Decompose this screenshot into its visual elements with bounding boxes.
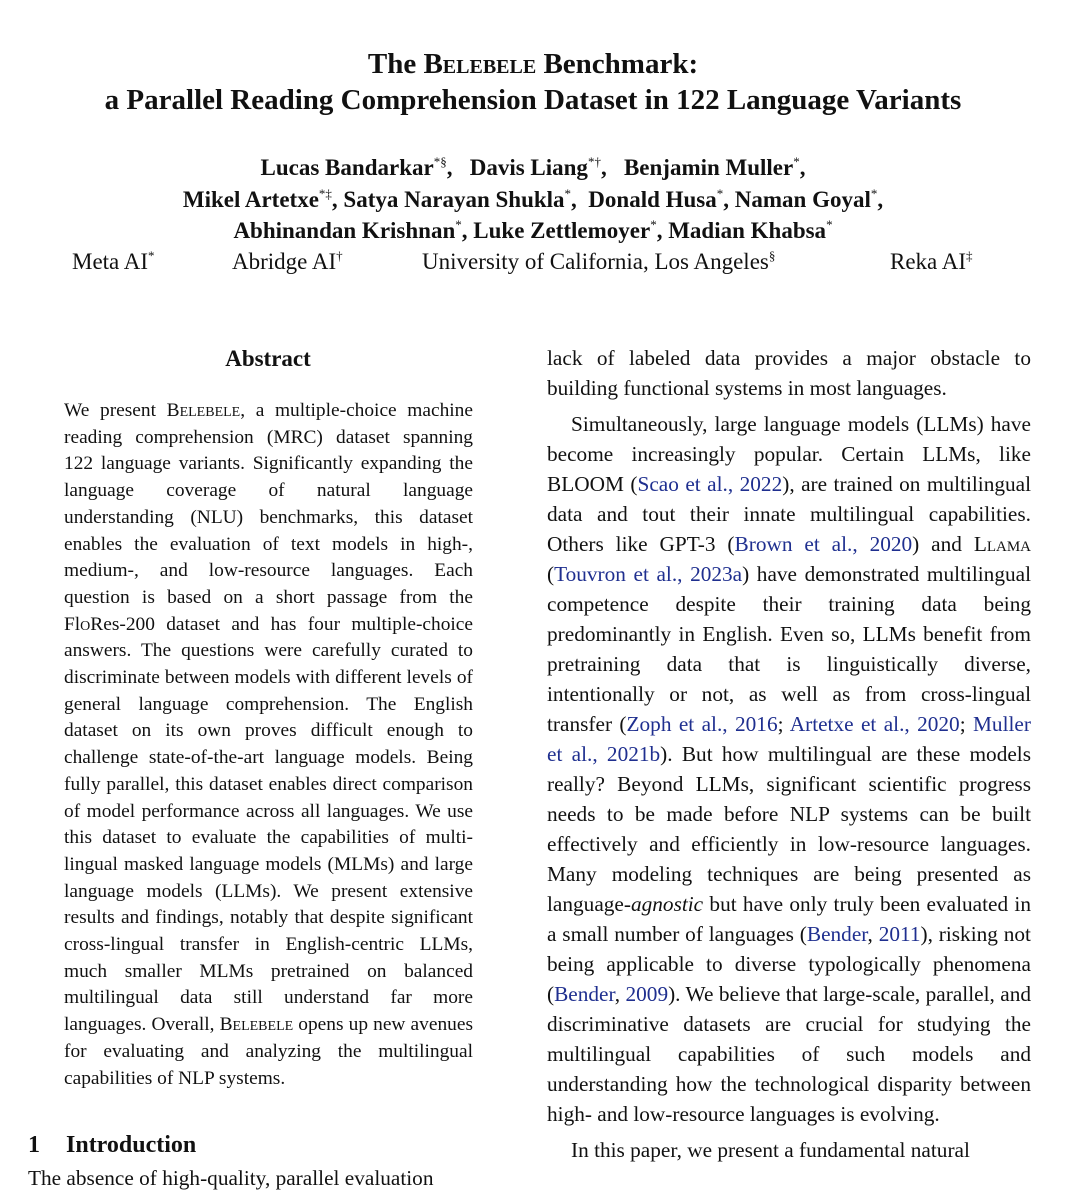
citation-link[interactable]: Muller et al., 2021b xyxy=(547,712,1031,766)
abstract-heading: Abstract xyxy=(225,346,311,371)
affiliation-abridge: Abridge AI† xyxy=(232,248,343,274)
author-name: Mikel Artetxe xyxy=(182,187,319,212)
citation-link[interactable]: Touvron et al., 2023a xyxy=(554,562,743,586)
author-name: Donald Husa xyxy=(588,187,717,212)
paragraph: lack of labeled data provides a major obstacle to building functional systems in most languages. xyxy=(547,346,1031,400)
citation-link[interactable]: 2011 xyxy=(878,922,921,946)
right-column xyxy=(547,343,1031,1165)
citation-link[interactable]: Scao et al., 2022 xyxy=(637,472,783,496)
benchmark-name: Belebele xyxy=(166,400,241,421)
author-name: Satya Narayan Shukla xyxy=(343,187,565,212)
author-line-1: Lucas Bandarkar*§, Davis Liang*†, Benjamin Muller*, xyxy=(260,154,806,180)
affiliations xyxy=(72,246,992,278)
benchmark-name: Belebele xyxy=(423,48,537,80)
flores-name: FloRes xyxy=(64,613,120,635)
author-name: Abhinandan Krishnan xyxy=(233,218,456,243)
paper-title-line-2: a Parallel Reading Comprehension Dataset in 122 Language Variants xyxy=(104,84,962,116)
affiliation-reka: Reka AI‡ xyxy=(890,248,973,274)
affiliation-ucla: University of California, Los Angeles§ xyxy=(422,248,776,274)
affiliation-meta: Meta AI* xyxy=(72,248,155,274)
paper-title-line-1: The Belebele Benchmark: xyxy=(367,48,699,80)
citation-link[interactable]: Bender xyxy=(554,982,615,1006)
citation-link[interactable]: Bender xyxy=(806,922,868,946)
citation-link[interactable]: Brown et al., 2020 xyxy=(734,532,913,556)
author-name: Madian Khabsa xyxy=(668,218,827,243)
paragraph-cut: In this paper, we present a fundamental natural xyxy=(571,1138,970,1162)
section-heading-introduction: 1 Introduction xyxy=(28,1132,197,1158)
citation-link[interactable]: 2009 xyxy=(625,982,669,1006)
model-name: Llama xyxy=(973,532,1031,556)
abstract-body: We present Belebele, a multiple-choice machine reading comprehension (MRC) dataset spanning 122 language variants. Significantly expanding the language coverage of natural language understanding (NLU) benchmarks, this dataset enables the evaluation of text models in high-, medium-, and low-resource languages. Each question is based on a short passage from the FloRes-200 dataset and has four multiple-choice answers. The questions were carefully curated to discriminate between models with different levels of general language comprehension. The English dataset on its own proves difficult enough to challenge state-of-the-art language models. Being fully parallel, this dataset enables direct comparison of model performance across all languages. We use this dataset to evaluate the capabilities of multilingual masked language models (MLMs) and large language models (LLMs). We present extensive results and findings, notably that despite significant cross-lingual transfer in English-centric LLMs, much smaller MLMs pretrained on balanced multilingual data still understand far more languages. Overall, Belebele opens up new avenues for evaluating and analyzing the multilingual capabilities of NLP systems. xyxy=(64,400,473,1089)
citation-link[interactable]: Zoph et al., 2016 xyxy=(626,712,778,736)
intro-left-text: The absence of high-quality, parallel evaluation xyxy=(28,1166,434,1190)
author-name: Naman Goyal xyxy=(734,187,871,212)
citation-link[interactable]: Artetxe et al., 2020 xyxy=(789,712,960,736)
paragraph: Simultaneously, large language models (LLMs) have become increasingly popular. Certain LLMs, like BLOOM (Scao et al., 2022), are trained on multilingual data and tout their innate multilingual capabilities. Others like GPT-3 (Brown et al., 2020) and Llama (Touvron et al., 2023a) have demonstrated multilingual competence despite their training data being predominantly in English. Even so, LLMs benefit from pretraining data that is linguistically diverse, intentionally or not, as well as from cross-lingual transfer (Zoph et al., 2016; Artetxe et al., 2020; Muller et al., 2021b). But how multilingual are these models really? Beyond LLMs, significant scientific progress needs to be made before NLP systems can be built effectively and efficiently in low-resource languages. Many modeling techniques are being presented as language-agnostic but have only truly been evaluated in a small number of languages (Bender, 2011), risking not being applicable to diverse typologically phenomena (Bender, 2009). We believe that large-scale, parallel, and discriminative datasets are crucial for studying the multilingual capabilities of such models and understanding how the technological disparity between high- and low-resource languages is evolving. xyxy=(547,412,1032,1126)
author-line-3: Abhinandan Krishnan*, Luke Zettlemoyer*, Madian Khabsa* xyxy=(233,217,833,243)
author-line-2: Mikel Artetxe*‡, Satya Narayan Shukla*, Donald Husa*, Naman Goyal*, xyxy=(182,186,884,212)
emphasis: agnostic xyxy=(630,892,704,916)
author-name: Lucas Bandarkar xyxy=(260,155,434,180)
author-name: Davis Liang xyxy=(469,155,588,180)
author-name: Luke Zettlemoyer xyxy=(473,218,651,243)
benchmark-name: Belebele xyxy=(219,1014,294,1036)
author-name: Benjamin Muller xyxy=(623,155,794,180)
